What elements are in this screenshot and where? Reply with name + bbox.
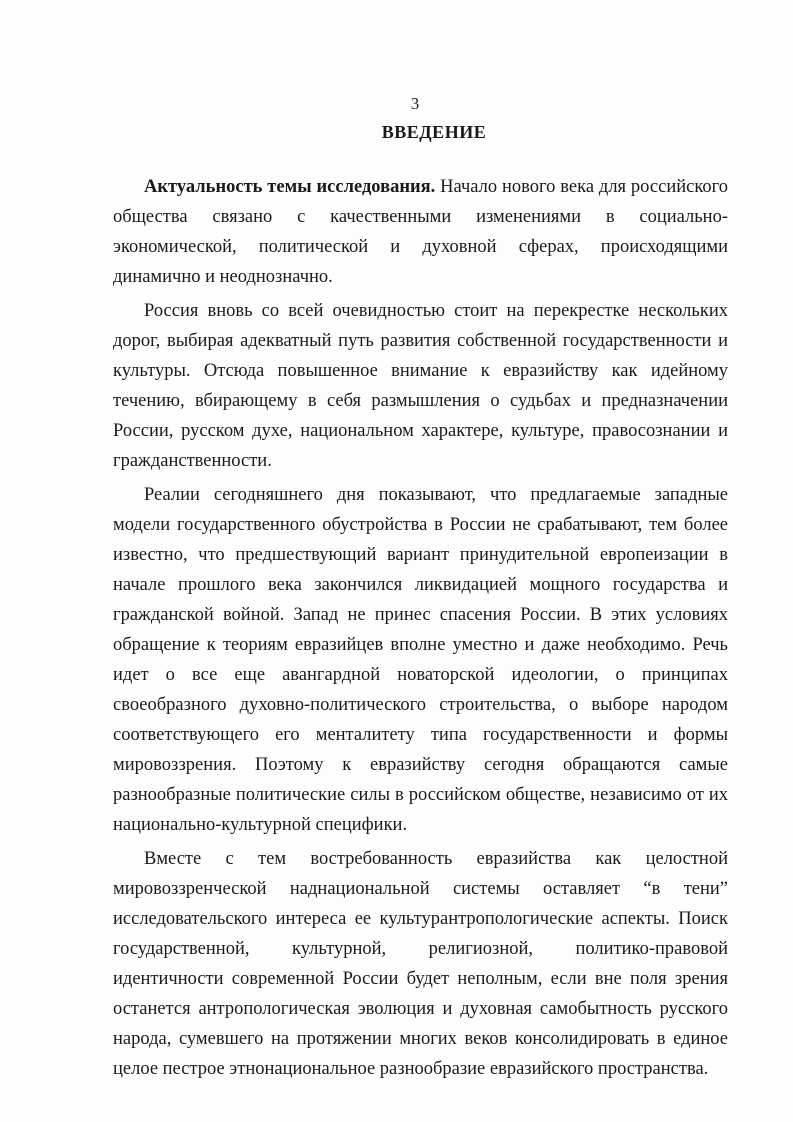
paragraph-text: Начало нового века для российского общества связано с качественными изменениями в социально-экономической, политической и духовной сферах, происходящими динамично и неоднозначно. <box>113 177 729 287</box>
page-title: ВВЕДЕНИЕ <box>381 122 487 142</box>
paragraph-western-models: Реалии сегодняшнего дня показывают, что предлагаемые западные модели государственного обустройства в России не срабатывают, тем более известно, что предшествующий вариант принудительной европеизации в начале прошлого века закончился ликвидацией мощного государства и гражданской войной. Запад не принес спасения России. В этих условиях обращение к теориям евразийцев вполне уместно и даже необходимо. Речь идет о все еще авангардной новаторской идеологии, о принципах своеобразного духовно-политического строительства, о выборе народом соответствующего его менталитету типа государственности и формы мировоззрения. Поэтому к евразийству сегодня обращаются самые разнообразные политические силы в российском обществе, независимо от их национально-культурной специфики. <box>113 485 728 835</box>
document-body <box>113 172 728 1088</box>
paragraph-lead: Актуальность темы исследования. <box>144 177 436 197</box>
page-number: 3 <box>410 94 420 113</box>
paragraph-russia-crossroads: Россия вновь со всей очевидностью стоит на перекрестке нескольких дорог, выбирая адекватный путь развития собственной государственности и культуры. Отсюда повышенное внимание к евразийству как идейному течению, вбирающему в себя размышления о судьбах и предназначении России, русском духе, национальном характере, культуре, правосознании и гражданственности. <box>113 301 728 471</box>
paragraph-eurasianism-demand: Вместе с тем востребованность евразийства как целостной мировоззренческой наднациональной системы оставляет “в тени” исследовательского интереса ее культурантропологические аспекты. Поиск государственной, культурной, религиозной, политико-правовой идентичности современной России будет неполным, если вне поля зрения останется антропологическая эволюция и духовная самобытность русского народа, сумевшего на протяжении многих веков консолидировать в единое целое пестрое этнонациональное разнообразие евразийского пространства. <box>113 849 728 1079</box>
paragraph-relevance <box>113 172 728 292</box>
